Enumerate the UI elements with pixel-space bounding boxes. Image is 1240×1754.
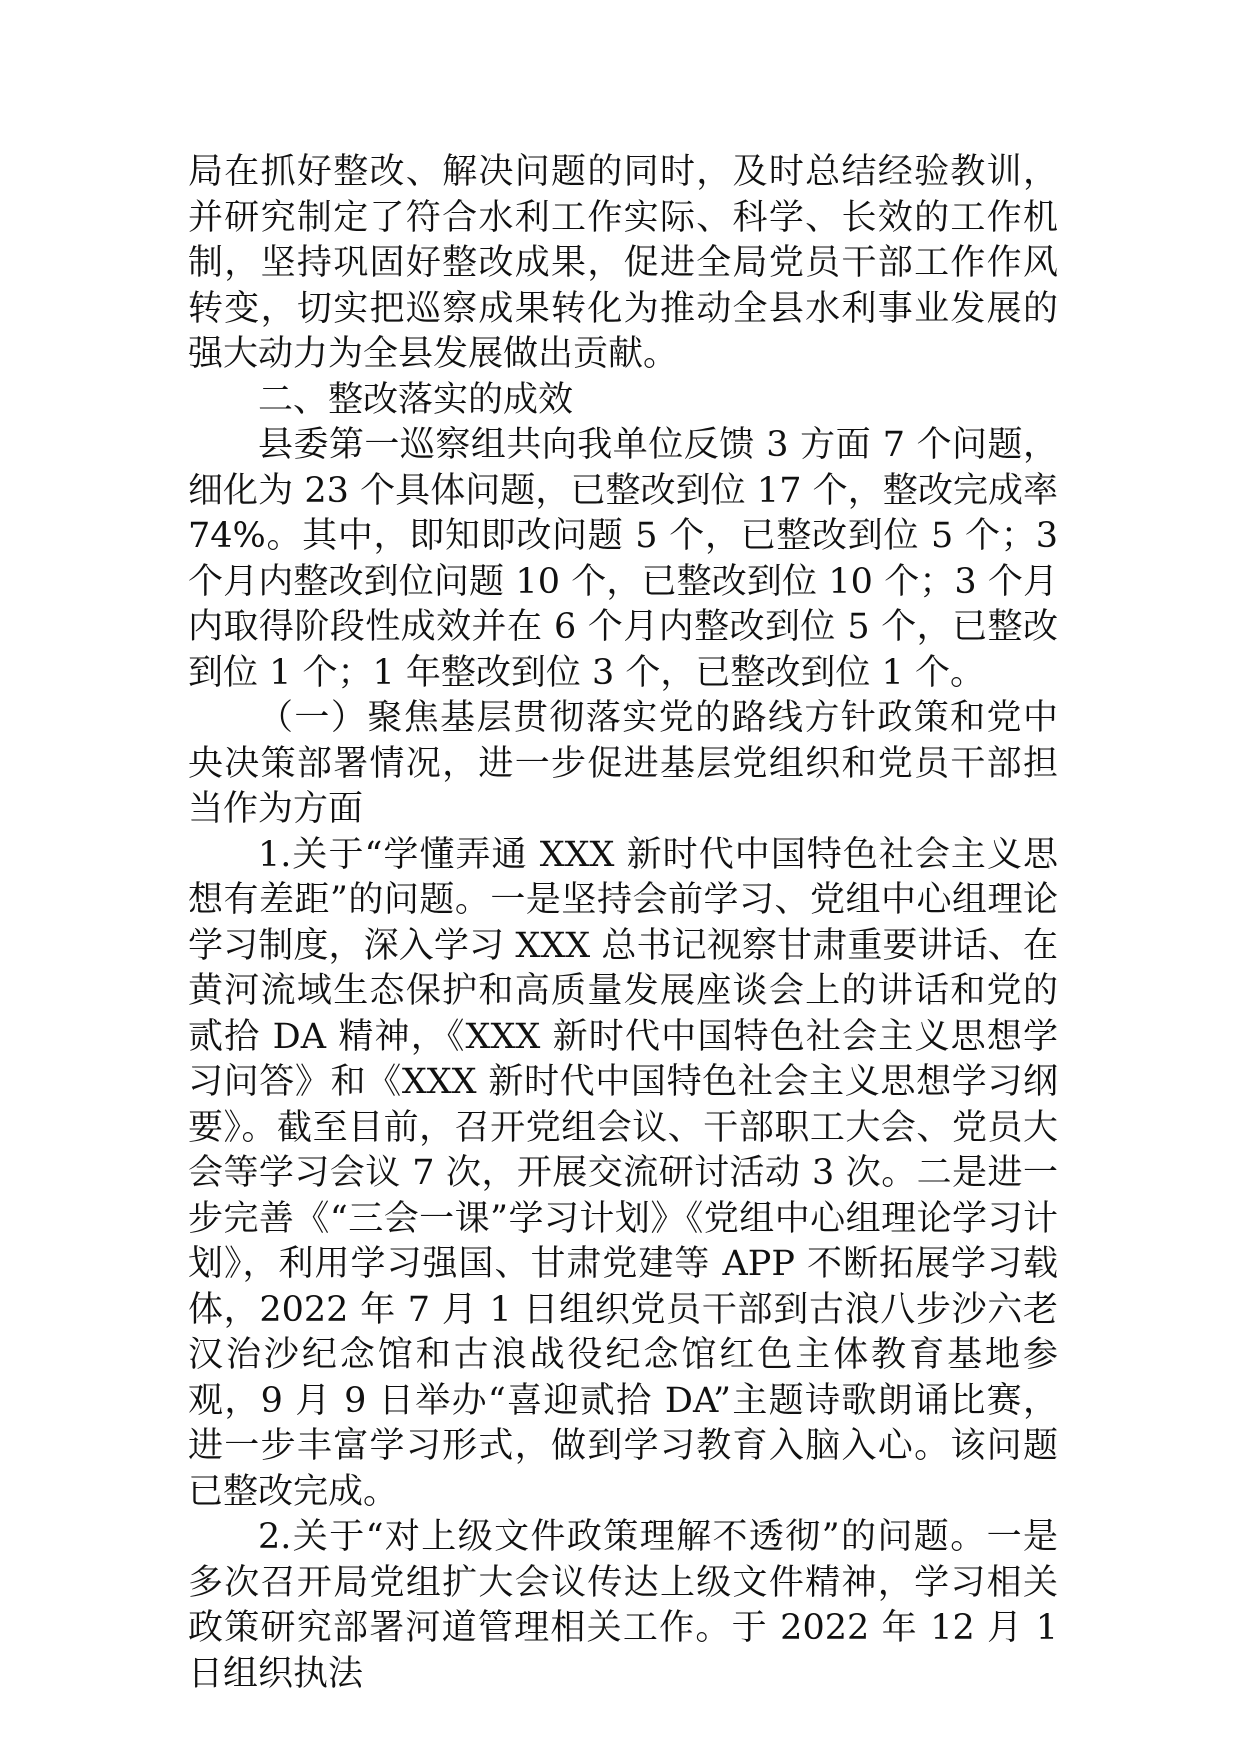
- item-paragraph-1: 1.关于“学懂弄通 XXX 新时代中国特色社会主义思想有差距”的问题。一是坚持会前学习、党组中心组理论学习制度，深入学习 XXX 总书记视察甘肃重要讲话、在黄河流域生态保护和高质量发展座谈会上的讲话和党的贰拾 DA 精神，《XXX 新时代中国特色社会主义思想学习问答》和《XXX 新时代中国特色社会主义思想学习纲要》。截至目前，召开党组会议、干部职工大会、党员大会等学习会议 7 次，开展交流研讨活动 3 次。二是进一步完善《“三会一课”学习计划》《党组中心组理论学习计划》，利用学习强国、甘肃党建等 APP 不断拓展学习载体，2022 年 7 月 1 日组织党员干部到古浪八步沙六老汉治沙纪念馆和古浪战役纪念馆红色主体教育基地参观，9 月 9 日举办“喜迎贰拾 DA”主题诗歌朗诵比赛，进一步丰富学习形式，做到学习教育入脑入心。该问题已整改完成。: [188, 834, 1058, 1512]
- continuation-paragraph: 局在抓好整改、解决问题的同时，及时总结经验教训，并研究制定了符合水利工作实际、科学、长效的工作机制，坚持巩固好整改成果，促进全局党员干部工作作风转变，切实把巡察成果转化为推动全县水利事业发展的强大动力为全县发展做出贡献。: [188, 152, 1058, 374]
- summary-paragraph: 县委第一巡察组共向我单位反馈 3 方面 7 个问题，细化为 23 个具体问题，已整改到位 17 个，整改完成率 74%。其中，即知即改问题 5 个，已整改到位 5 个；3 个月内整改到位问题 10 个，已整改到位 10 个；3 个月内取得阶段性成效并在 6 个月内整改到位 5 个，已整改到位 1 个；1 年整改到位 3 个，已整改到位 1 个。: [188, 425, 1058, 693]
- document-page: [188, 150, 1058, 1697]
- subsection-heading-1: （一）聚焦基层贯彻落实党的路线方针政策和党中央决策部署情况，进一步促进基层党组织和党员干部担当作为方面: [188, 698, 1058, 829]
- item-paragraph-2: 2.关于“对上级文件政策理解不透彻”的问题。一是多次召开局党组扩大会议传达上级文件精神，学习相关政策研究部署河道管理相关工作。于 2022 年 12 月 1 日组织执法: [188, 1517, 1058, 1694]
- section-heading-results: 二、整改落实的成效: [258, 379, 574, 420]
